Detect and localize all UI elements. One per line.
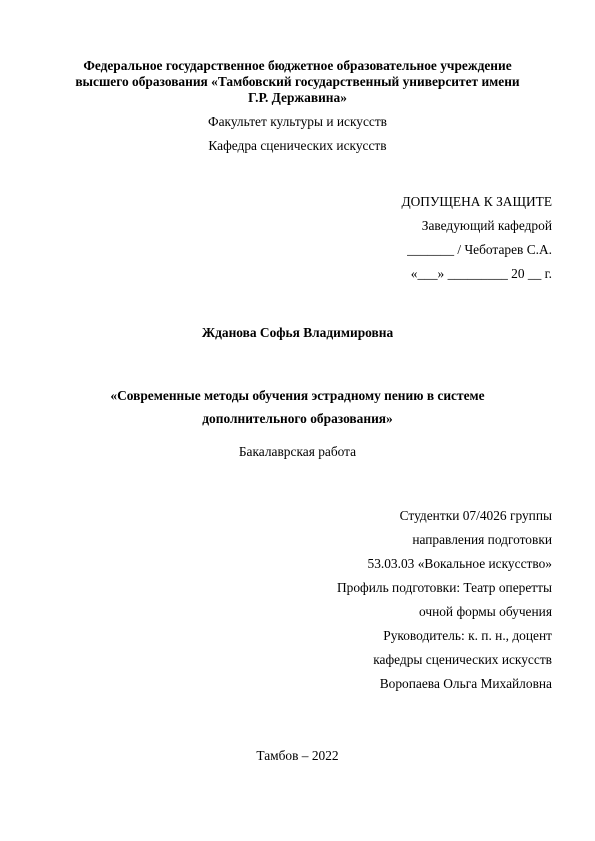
institution-line-2: высшего образования «Тамбовский государственный университет имени [75,74,520,89]
institution-line-1: Федеральное государственное бюджетное образовательное учреждение [83,58,512,73]
author-name: Жданова Софья Владимировна [201,325,394,340]
details-line: 53.03.03 «Вокальное искусство» [367,556,552,571]
details-line: Профиль подготовки: Театр оперетты [336,580,552,595]
department-line: Кафедра сценических искусств [208,138,387,153]
details-line: кафедры сценических искусств [373,652,552,667]
approval-title: ДОПУЩЕНА К ЗАЩИТЕ [401,194,552,209]
details-line: Воропаева Ольга Михайловна [379,676,552,691]
work-title-line-1: «Современные методы обучения эстрадному пению в системе [110,388,485,403]
details-line: очной формы обучения [418,604,552,619]
faculty-line: Факультет культуры и искусств [207,114,388,129]
details-line: направления подготовки [412,532,552,547]
city-year: Тамбов – 2022 [256,748,339,763]
work-type: Бакалаврская работа [238,444,357,459]
details-line: Студентки 07/4026 группы [399,508,552,523]
approval-date: «___» _________ 20 __ г. [410,266,552,281]
institution-line-3: Г.Р. Державина» [248,90,347,105]
approval-signature: _______ / Чеботарев С.А. [407,242,552,257]
details-line: Руководитель: к. п. н., доцент [383,628,552,643]
approval-role: Заведующий кафедрой [421,218,552,233]
work-title-line-2: дополнительного образования» [202,411,393,426]
